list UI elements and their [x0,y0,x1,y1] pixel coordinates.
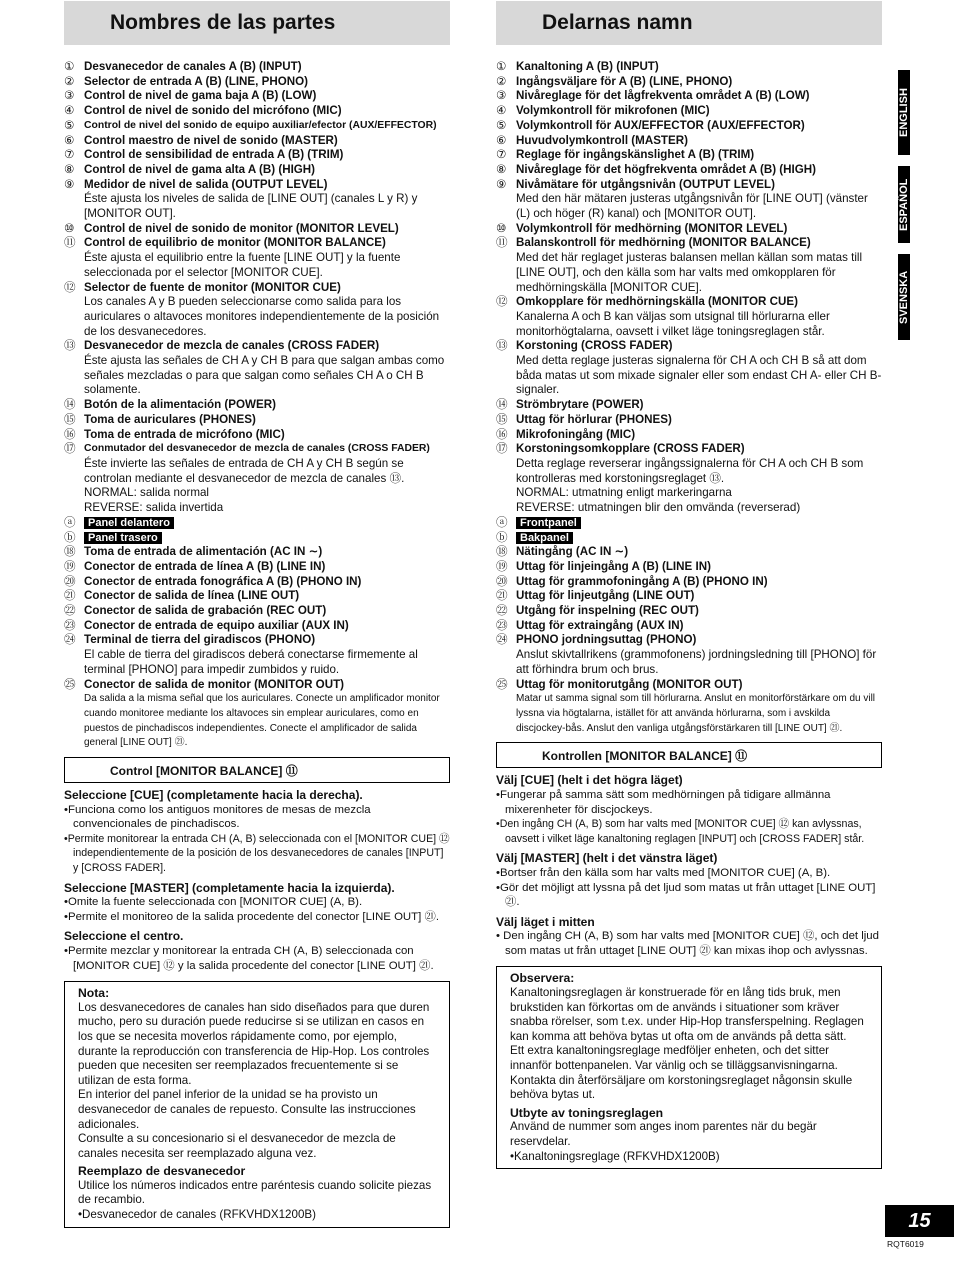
panel-label: Panel delantero [84,517,174,529]
part-number: ① [496,60,507,73]
part-item [496,413,882,428]
part-name: Botón de la alimentación (POWER) [84,398,276,412]
part-number: ⑩ [496,221,507,235]
section-heading: Seleccione [CUE] (completamente hacia la derecha). [64,788,363,803]
part-number: ④ [496,104,507,118]
part-item [496,678,882,737]
note-paragraph: En interior del panel inferior de la unidad se ha provisto un desvanecedor de canales de repuesto. Consulte las instrucciones adicionales. [78,1088,416,1131]
part-item [496,442,882,516]
part-number: ⓐ [64,515,76,529]
bullet-item: •Permite mezclar y monitorear la entrada CH (A, B) seleccionada con [MONITOR CUE] ⑫ y la salida procedente del conector [LINE OUT] ㉑. [64,944,434,972]
part-number: ⑳ [496,574,508,588]
part-item [496,178,882,222]
part-name: Conector de salida de línea (LINE OUT) [84,589,300,603]
part-number: ⑪ [64,236,76,250]
part-number: ⑪ [496,236,508,250]
part-number: ㉒ [64,604,76,618]
part-item [64,60,450,75]
page-number: 15 [885,1205,954,1237]
part-name: Control de nivel de gama baja A (B) (LOW) [84,89,317,103]
part-name: Volymkontroll för medhörning (MONITOR LEVEL) [516,221,788,235]
part-number: ⑨ [64,177,75,191]
part-item [496,89,882,104]
part-number: ㉑ [64,589,76,603]
swedish-column [496,0,882,1169]
part-description: Éste ajusta las señales de CH A y CH B para que salgan ambas como señales mezcladas o para que salgan como señales CH A o CH B solamente. [84,354,445,397]
tab-english[interactable]: ENGLISH [898,70,910,155]
part-item [496,222,882,237]
part-item [496,560,882,575]
part-number: ⑬ [64,339,76,353]
section-heading: Seleccione [MASTER] (completamente hacia la izquierda). [64,880,395,895]
part-item [496,75,882,90]
part-item [496,575,882,590]
bullet-item: •Gör det möjligt att lyssna på det ljud som matas ut från uttaget [LINE OUT] ㉑. [496,881,876,909]
part-number: ㉕ [64,677,76,691]
bullet-item: • Den ingång CH (A, B) som har valts med [MONITOR CUE] ⑫, och det ljud som matas ut från uttaget [LINE OUT] ㉑ kan mixas ihop och avlyssnas. [496,930,879,957]
part-item [496,545,882,560]
part-item [496,516,882,531]
note-paragraph: •Kanaltoningsreglage (RFKVHDX1200B) [510,1149,720,1163]
part-number: ㉒ [496,604,508,618]
part-number: ⑱ [64,545,76,559]
part-name: Korstoningsomkopplare (CROSS FADER) [516,442,745,456]
part-name: Control de nivel de sonido de monitor (MONITOR LEVEL) [84,221,399,235]
part-number: ③ [64,89,75,103]
note-paragraph: Ett extra kanaltoningsreglage medföljer enheten, och det sitter innanför bottenpanelen. Var vänlig och se tilläggsanvisningarna. [510,1044,838,1073]
part-name: Nivåreglage för det lågfrekventa området A (B) (LOW) [516,89,810,103]
part-number: ⑲ [496,559,508,573]
part-number: ② [496,74,507,88]
note-paragraph: Använd de nummer som anges inom parentes när du begär reservdelar. [510,1120,817,1148]
part-item [64,119,450,134]
note-title: Observera: [510,971,575,986]
part-name: Control de nivel del sonido de equipo auxiliar/efector (AUX/EFFECTOR) [84,119,437,131]
part-name: Uttag för grammofoningång A (B) (PHONO IN) [516,574,768,588]
part-name: Korstoning (CROSS FADER) [516,339,673,353]
part-number: ⑮ [496,412,508,426]
bullet-item: •Fungerar på samma sätt som medhörningen på tidigare allmänna mixerenheter för discjockeys. [496,788,831,816]
part-item [496,104,882,119]
part-name: Nätingång (AC IN ∼) [516,545,629,559]
part-name: Control maestro de nivel de sonido (MASTER) [84,133,338,147]
part-name: Kanaltoning A (B) (INPUT) [516,60,659,73]
part-number: ⑭ [64,398,76,412]
part-item [64,163,450,178]
part-description: Med detta reglage justeras signalerna för CH A och CH B så att dom båda matas ut som mixade signaler eller som endast CH A- eller CH B-signaler. [516,354,882,397]
part-name: Volymkontroll för AUX/EFFECTOR (AUX/EFFECTOR) [516,118,805,132]
part-item [64,633,450,677]
note-paragraph: Kanaltoningsreglagen är konstruerade för en lång tids bruk, men brukstiden kan förkortas om de används i situationer som kräver snabba rörelser, som t.ex. under Hip-Hop transferspelning. Reglagen kan komma att behöva bytas ut ofta om de används på detta sätt. [510,986,864,1043]
part-number: ⑯ [496,427,508,441]
part-name: Conector de salida de grabación (REC OUT) [84,604,327,618]
part-description: Da salida a la misma señal que los auriculares. Conecte un amplificador monitor cuando monitoree mediante los altavoces sin emplear auriculares, como en puestos de pinchadiscos independientes. Conecte el amplificador de salida general [LINE OUT] ㉑. [84,693,440,749]
part-number: ⑳ [64,574,76,588]
part-number: ⑧ [64,162,75,176]
part-description: Med den här mätaren justeras utgångsnivån för [LINE OUT] (vänster (L) och höger (R) kanal) och [MONITOR OUT]. [516,192,868,221]
part-name: Nivåreglage för det högfrekventa området A (B) (HIGH) [516,162,816,176]
part-number: ⑫ [64,280,76,294]
bullet-item: •Bortser från den källa som har valts med [MONITOR CUE] (A, B). [496,866,831,879]
part-item [496,163,882,178]
parts-list-es [64,60,450,751]
part-item [64,575,450,590]
monitor-balance-sections-es [64,788,450,973]
note-paragraph: Los desvanecedores de canales han sido diseñados para que duren mucho, pero su duración puede reducirse si se utilizan en casos en los que se necesita moverlos rápidamente como, por ejemplo, durante la reproducción con transferencia de Hip-Hop. Los controles pueden que necesiten ser reemplazados frecuentemente si se utilizan de esta forma. [78,1000,430,1087]
part-item [64,545,450,560]
monitor-balance-sections-sv [496,773,882,958]
part-number: ⑥ [496,133,507,147]
part-item [64,619,450,634]
part-item [496,339,882,398]
bullet-item: •Den ingång CH (A, B) som har valts med [MONITOR CUE] ⑫ kan avlyssnas, oavsett i vilket läge kanaltoning reglagen [INPUT] och [CROSS FADER] står. [496,818,865,845]
part-item [64,148,450,163]
part-name: Uttag för linjeingång A (B) (LINE IN) [516,559,711,573]
note-title: Nota: [78,986,110,1001]
part-number: ⑩ [64,221,75,235]
part-name: Selector de fuente de monitor (MONITOR CUE) [84,280,341,294]
part-number: ⑦ [64,148,75,162]
part-item [496,619,882,634]
part-name: Medidor de nivel de salida (OUTPUT LEVEL) [84,177,328,191]
part-item [64,281,450,340]
panel-label: Panel trasero [84,532,162,544]
part-item [64,236,450,280]
note-box-es [64,981,450,1228]
part-item [496,134,882,149]
part-item [64,428,450,443]
part-name: Uttag för linjeutgång (LINE OUT) [516,589,695,603]
part-item [64,89,450,104]
monitor-balance-box-es: Control [MONITOR BALANCE] ⑪ [64,757,450,783]
part-name: Desvanecedor de mezcla de canales (CROSS FADER) [84,339,380,353]
part-description: Los canales A y B pueden seleccionarse como salida para los auriculares o altavoces monitores independientemente de la posición de los desvanecedores. [84,295,440,338]
part-name: Uttag för extraingång (AUX IN) [516,618,684,632]
bullet-item: •Permite monitorear la entrada CH (A, B) seleccionada con el [MONITOR CUE] ⑫ independientemente de la posición de los desvanecedores de canales [INPUT] y [CROSS FADER]. [64,832,450,875]
part-number: ⑱ [496,545,508,559]
part-name: Huvudvolymkontroll (MASTER) [516,133,688,147]
part-name: Control de sensibilidad de entrada A (B) (TRIM) [84,148,344,162]
part-number: ㉑ [496,589,508,603]
section-heading: Välj [CUE] (helt i det högra läget) [496,773,683,788]
part-number: ⓑ [64,530,76,544]
part-item [496,604,882,619]
part-name: Nivåmätare för utgångsnivån (OUTPUT LEVEL) [516,177,775,191]
parts-list-sv [496,60,882,736]
part-number: ⑤ [64,118,75,132]
section-heading: Seleccione el centro. [64,929,184,944]
part-number: ㉓ [496,618,508,632]
tab-espanol[interactable]: ESPAÑOL [898,166,910,243]
part-name: Toma de entrada de micrófono (MIC) [84,427,285,441]
bullet-item: •Permite el monitoreo de la salida procedente del conector [LINE OUT] ㉑. [64,910,439,923]
section-heading: Välj läget i mitten [496,914,595,929]
part-item [496,148,882,163]
part-item [64,178,450,222]
part-number: ③ [496,89,507,103]
part-item [64,560,450,575]
part-item [496,295,882,339]
part-description: El cable de tierra del giradiscos deberá conectarse firmemente al terminal [PHONO] para impedir zumbidos y ruido. [84,648,418,676]
part-name: PHONO jordningsuttag (PHONO) [516,633,697,647]
section-heading: Välj [MASTER] (helt i det vänstra läget) [496,851,718,866]
part-name: Volymkontroll för mikrofonen (MIC) [516,104,710,118]
part-name: Toma de auriculares (PHONES) [84,412,256,426]
part-description: Éste invierte las señales de entrada de CH A y CH B según se controlan mediante el desvanecedor de mezcla de canales ⑬. NORMAL: salida normal REVERSE: salida invertida [84,456,405,515]
note-paragraph: Utilice los números indicados entre paréntesis cuando solicite piezas de recambio. [78,1178,432,1207]
part-description: Med det här reglaget justeras balansen mellan källan som matas till [LINE OUT], och den källa som har valts med omkopplaren för medhörningskälla [MONITOR CUE]. [516,251,863,294]
part-name: Utgång för inspelning (REC OUT) [516,604,699,618]
note-box-sv [496,966,882,1169]
part-name: Reglage för ingångskänslighet A (B) (TRIM) [516,148,755,162]
part-item [64,678,450,752]
part-item [64,104,450,119]
part-item [496,589,882,604]
note-subtitle: Reemplazo de desvanecedor [78,1164,246,1179]
tab-svenska[interactable]: SVENSKA [898,254,910,340]
part-number: ㉔ [496,633,508,647]
part-item [64,134,450,149]
part-number: ⑭ [496,398,508,412]
part-number: ① [64,60,75,73]
part-name: Balanskontroll för medhörning (MONITOR BALANCE) [516,236,811,250]
part-description: Éste ajusta el equilibrio entre la fuente [LINE OUT] y la fuente seleccionada por el selector [MONITOR CUE]. [84,251,401,279]
part-number: ⑬ [496,339,508,353]
part-name: Strömbrytare (POWER) [516,398,644,412]
part-number: ⑤ [496,118,507,132]
part-item [64,398,450,413]
part-name: Terminal de tierra del giradiscos (PHONO) [84,633,316,647]
part-name: Control de equilibrio de monitor (MONITOR BALANCE) [84,236,386,250]
part-number: ⑧ [496,162,507,176]
part-number: ⑲ [64,559,76,573]
part-name: Conector de entrada fonográfica A (B) (PHONO IN) [84,574,362,588]
note-subtitle: Utbyte av toningsreglagen [510,1105,664,1120]
note-paragraph: Consulte a su concesionario si el desvanecedor de mezcla de canales necesita ser reemplazado alguna vez. [78,1132,396,1160]
part-name: Conector de entrada de línea A (B) (LINE IN) [84,559,326,573]
part-item [496,531,882,546]
part-item [64,589,450,604]
part-number: ㉓ [64,618,76,632]
bullet-item: •Funciona como los antiguos monitores de mesas de mezcla convencionales de pinchadiscos. [64,803,371,831]
part-description: Matar ut samma signal som till hörlurarna. Anslut en monitorförstärkare om du vill lyssna via högtalarna, istället för att använda hörlurarna, som i avskilda discjockey-bås. Anslut den vanliga utgångsförstärkaren till [LINE OUT] ㉑. [516,693,876,734]
part-number: ⑮ [64,412,76,426]
part-item [496,398,882,413]
part-item [64,516,450,531]
part-number: ⑨ [496,177,507,191]
panel-label: Bakpanel [516,532,573,544]
section-title-es: Nombres de las partes [64,1,450,45]
part-item [64,339,450,398]
part-item [64,413,450,428]
part-name: Conmutador del desvanecedor de mezcla de canales (CROSS FADER) [84,443,430,455]
part-number: ⑥ [64,133,75,147]
part-name: Ingångsväljare för A (B) (LINE, PHONO) [516,74,733,88]
part-number: ㉔ [64,633,76,647]
part-item [64,75,450,90]
part-number: ⑰ [496,442,508,456]
part-description: Detta reglage reverserar ingångssignalerna för CH A och CH B som kontrolleras med korstoningsreglaget ⑬. NORMAL: utmatning enligt markeringarna REVERSE: utmatningen blir den omvända (reverserad) [516,456,864,515]
part-number: ⓐ [496,515,508,529]
part-item [64,604,450,619]
part-number: ⓑ [496,530,508,544]
part-description: Kanalerna A och B kan väljas som utsignal till hörlurarna eller monitorhögtalarna, oavsett i vilket läge toningsreglagen står. [516,309,830,338]
part-name: Omkopplare för medhörningskälla (MONITOR CUE) [516,295,798,309]
spanish-column [64,0,450,1228]
part-name: Desvanecedor de canales A (B) (INPUT) [84,60,302,73]
part-name: Conector de entrada de equipo auxiliar (AUX IN) [84,618,349,632]
part-item [496,236,882,295]
part-name: Uttag för hörlurar (PHONES) [516,412,672,426]
note-paragraph: •Desvanecedor de canales (RFKVHDX1200B) [78,1208,316,1222]
panel-label: Frontpanel [516,517,581,529]
part-name: Toma de entrada de alimentación (AC IN ∼) [84,545,323,559]
part-number: ⑰ [64,442,76,456]
part-name: Selector de entrada A (B) (LINE, PHONO) [84,74,308,88]
part-name: Conector de salida de monitor (MONITOR OUT) [84,677,345,691]
part-item [496,119,882,134]
part-name: Mikrofoningång (MIC) [516,427,636,441]
part-description: Éste ajusta los niveles de salida de [LINE OUT] (canales L y R) y [MONITOR OUT]. [84,192,418,221]
part-name: Control de nivel de sonido del micrófono (MIC) [84,104,342,118]
note-paragraph: Kontakta din återförsäljare om korstoningsreglaget någonsin skulle behöva bytas ut. [510,1073,853,1102]
part-item [496,633,882,677]
part-number: ② [64,74,75,88]
part-item [64,222,450,237]
part-number: ⑯ [64,427,76,441]
part-number: ⑫ [496,295,508,309]
part-name: Control de nivel de gama alta A (B) (HIGH) [84,162,316,176]
part-item [64,531,450,546]
part-number: ④ [64,104,75,118]
part-name: Uttag för monitorutgång (MONITOR OUT) [516,677,743,691]
part-item [496,60,882,75]
document-code: RQT6019 [887,1239,924,1249]
section-title-sv: Delarnas namn [496,1,882,45]
part-item [64,442,450,516]
part-number: ⑦ [496,148,507,162]
monitor-balance-box-sv: Kontrollen [MONITOR BALANCE] ⑪ [496,742,882,768]
bullet-item: •Omite la fuente seleccionada con [MONITOR CUE] (A, B). [64,896,363,909]
part-description: Anslut skivtallrikens (grammofonens) jordningsledning till [PHONO] för att förhindra brum och brus. [516,648,877,676]
language-tabs [898,70,954,351]
part-item [496,428,882,443]
part-number: ㉕ [496,677,508,691]
